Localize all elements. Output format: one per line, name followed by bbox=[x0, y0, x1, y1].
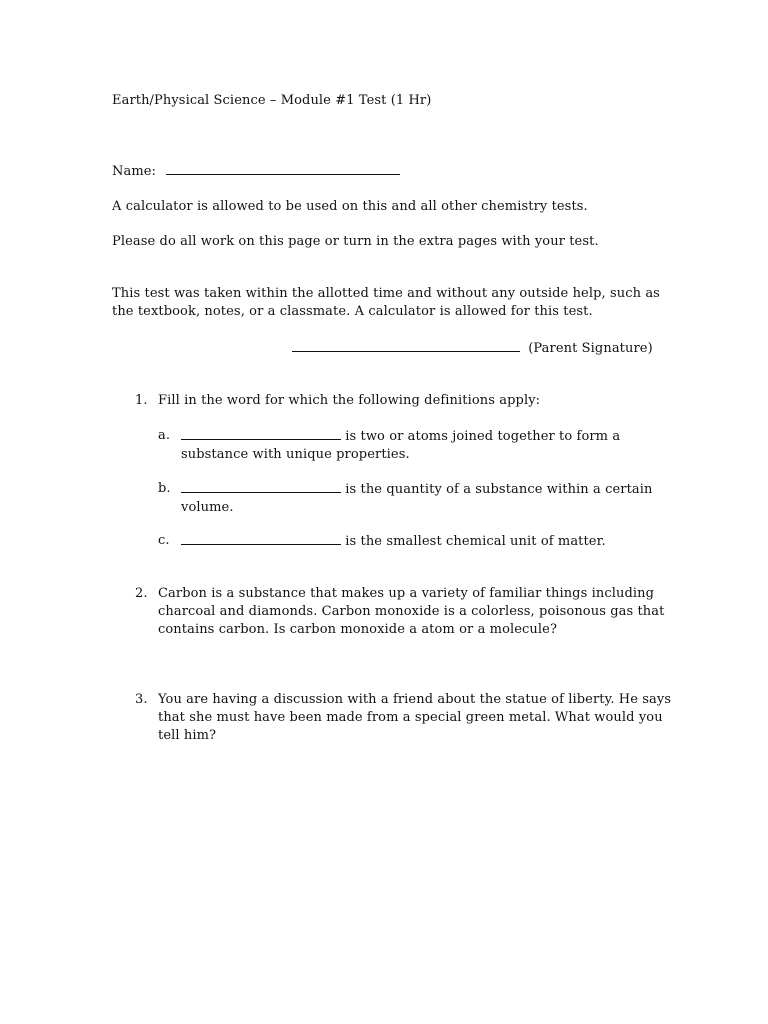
subitem-c-line1 bbox=[181, 532, 606, 551]
question-3-line: You are having a discussion with a friend about the statue of liberty. He says bbox=[158, 692, 672, 707]
question-2-line: charcoal and diamonds. Carbon monoxide is a colorless, poisonous gas that bbox=[158, 604, 665, 619]
instruction-calculator: A calculator is allowed to be used on this and all other chemistry tests. bbox=[112, 199, 588, 214]
subitem-letter: b. bbox=[158, 481, 171, 496]
subitem-a-line1 bbox=[181, 427, 620, 446]
honor-statement-line: This test was taken within the allotted time and without any outside help, such as bbox=[112, 286, 660, 301]
subitem-a bbox=[181, 427, 620, 464]
subitem-c-text: is the smallest chemical unit of matter. bbox=[345, 534, 606, 549]
subitem-b bbox=[181, 480, 652, 517]
answer-blank-a[interactable] bbox=[181, 427, 341, 440]
subitem-a-text: is two or atoms joined together to form a bbox=[345, 429, 621, 444]
page-title: Earth/Physical Science – Module #1 Test (1 Hr) bbox=[112, 93, 432, 108]
subitem-c bbox=[181, 532, 606, 551]
subitem-b-line2: volume. bbox=[181, 500, 234, 515]
signature-row bbox=[292, 339, 653, 358]
name-row bbox=[112, 162, 400, 181]
instruction-work: Please do all work on this page or turn in the extra pages with your test. bbox=[112, 234, 599, 249]
question-2-line: Carbon is a substance that makes up a variety of familiar things including bbox=[158, 586, 655, 601]
honor-statement-line: the textbook, notes, or a classmate. A calculator is allowed for this test. bbox=[112, 304, 593, 319]
subitem-letter: c. bbox=[158, 533, 170, 548]
signature-blank[interactable] bbox=[292, 339, 520, 352]
question-2-line: contains carbon. Is carbon monoxide a atom or a molecule? bbox=[158, 622, 558, 637]
question-number: 1. bbox=[135, 393, 148, 408]
question-1-text: Fill in the word for which the following definitions apply: bbox=[158, 393, 541, 408]
answer-blank-b[interactable] bbox=[181, 480, 341, 493]
question-3-line: tell him? bbox=[158, 728, 217, 743]
answer-blank-c[interactable] bbox=[181, 532, 341, 545]
subitem-b-text: is the quantity of a substance within a certain bbox=[345, 482, 653, 497]
question-2-text bbox=[158, 585, 664, 639]
question-3-line: that she must have been made from a special green metal. What would you bbox=[158, 710, 663, 725]
name-label: Name: bbox=[112, 164, 157, 179]
question-number: 2. bbox=[135, 586, 148, 601]
signature-label: (Parent Signature) bbox=[528, 341, 653, 356]
question-number: 3. bbox=[135, 692, 148, 707]
subitem-a-line2: substance with unique properties. bbox=[181, 447, 410, 462]
question-3-text bbox=[158, 691, 671, 745]
honor-statement bbox=[112, 285, 660, 321]
subitem-letter: a. bbox=[158, 428, 171, 443]
subitem-b-line1 bbox=[181, 480, 652, 499]
name-blank[interactable] bbox=[166, 162, 400, 175]
